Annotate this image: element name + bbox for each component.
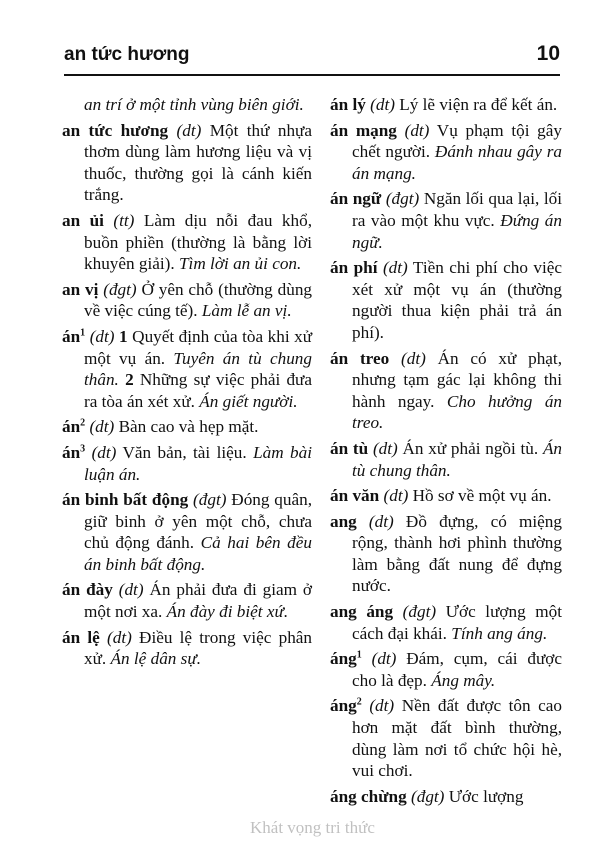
entry-an-mang	[330, 120, 562, 185]
entry-term: áng chừng	[330, 786, 407, 806]
entry-term: ang	[330, 511, 357, 531]
entry-ang-1	[330, 648, 562, 691]
entry-example: Cả hai bên đều án binh bất động.	[84, 533, 312, 574]
entry-example: Án tù chung thân.	[352, 438, 563, 480]
entry-example: Đứng án ngữ.	[352, 210, 562, 252]
entry-pos: (dt)	[371, 649, 397, 669]
entry-definition: Ước lượng	[444, 786, 524, 806]
entry-term: án ngữ	[330, 189, 382, 209]
entry-pos: (dt)	[401, 348, 426, 368]
entry-example: Áng mây.	[431, 670, 496, 690]
entry-definition: Án có xử phạt, nhưng tạm gác lại không thi hành ngay.	[352, 348, 562, 411]
entry-example: Cho hưởng án treo.	[352, 391, 563, 433]
entry-an-le	[62, 627, 312, 670]
entry-pos: (đgt)	[385, 189, 420, 209]
entry-term-text: án	[62, 417, 81, 437]
entry-example: Làm lễ an vị.	[201, 301, 292, 321]
entry-pos: (đgt)	[402, 602, 437, 622]
homograph-number: 1	[80, 327, 86, 339]
homograph-number: 3	[80, 443, 86, 455]
entry-definition: Vụ phạm tội gây chết người.	[352, 120, 563, 162]
entry-definition: Quyết định của tòa khi xử một vụ án.	[84, 326, 313, 368]
entry-definition: Án phải đưa đi giam ở một nơi xa.	[84, 580, 312, 622]
entry-example: Án lệ dân sự.	[110, 649, 202, 669]
entry-pos: (dt)	[404, 120, 430, 140]
entry-definition: Một thứ nhựa thơm dùng làm hương liệu và vị thuốc, thường gọi là cánh kiến trắng.	[84, 120, 312, 205]
entry-pos: (dt)	[89, 326, 115, 346]
entry-term: án đày	[62, 580, 113, 600]
left-column	[62, 94, 312, 674]
entry-an-treo	[330, 348, 562, 434]
entry-term: án tù	[330, 438, 369, 458]
entry-definition: Ngăn lối qua lại, lối ra vào một khu vực.	[352, 189, 563, 230]
entry-an-tu	[330, 438, 562, 481]
homograph-number: 2	[356, 696, 362, 708]
entry-continuation	[62, 94, 312, 116]
entry-an-ngu	[330, 188, 562, 253]
entry-definition: Bàn cao và hẹp mặt.	[114, 417, 259, 437]
entry-an-vi	[62, 279, 312, 322]
entry-an-van	[330, 485, 562, 507]
entry-pos: (dt)	[372, 438, 398, 458]
entry-pos: (dt)	[383, 486, 409, 506]
entry-term-text: án	[62, 326, 81, 346]
sense-number: 2	[125, 370, 134, 390]
entry-example: Án đày đi biệt xứ.	[166, 602, 289, 622]
entry-an-2	[62, 416, 312, 438]
entry-term-text: áng	[330, 696, 357, 716]
entry-ang-2	[330, 695, 562, 781]
entry-pos: (dt)	[107, 627, 132, 647]
entry-term: án binh bất động	[62, 490, 189, 510]
entry-pos: (dt)	[91, 442, 117, 462]
entry-definition: Nền đất được tôn cao hơn mặt đất bình thường, dùng làm nơi tổ chức hội hè, vui chơi.	[352, 696, 562, 781]
entry-ang-chung	[330, 786, 562, 808]
entry-definition: Đóng quân, giữ binh ở yên một chỗ, chưa chủ động đánh.	[84, 490, 312, 553]
entry-example: Làm bài luận án.	[84, 442, 313, 484]
entry-pos: (đgt)	[411, 786, 445, 806]
homograph-number: 1	[356, 649, 362, 661]
entry-an-ly	[330, 94, 562, 116]
right-column	[330, 94, 562, 811]
entry-term: án lý	[330, 95, 366, 114]
page-header	[64, 44, 560, 76]
entry-definition: Án xử phải ngồi tù.	[397, 438, 543, 458]
entry-ang	[330, 511, 562, 597]
entry-definition: Ở yên chỗ (thường dùng về việc cúng tế).	[84, 279, 313, 321]
entry-term	[330, 649, 362, 668]
entry-an-1	[62, 326, 312, 412]
entry-definition: Tiền chi phí cho việc xét xử một vụ án (thường người thua kiện phải trả án phí).	[352, 258, 563, 342]
sense-number: 1	[119, 326, 128, 346]
entry-term	[62, 327, 85, 346]
entry-example: Tuyên án tù chung thân.	[84, 348, 312, 390]
entry-pos: (dt)	[369, 696, 395, 716]
entry-term: ang áng	[330, 602, 394, 622]
entry-term: an vị	[62, 279, 99, 299]
entry-pos: (đgt)	[103, 279, 137, 299]
entry-an-binh-bat-dong	[62, 489, 312, 575]
entry-term	[330, 696, 362, 715]
entry-pos: (dt)	[176, 120, 202, 140]
entry-term: án văn	[330, 486, 380, 506]
entry-ang-ang	[330, 601, 562, 644]
entry-an-3	[62, 442, 312, 485]
entry-term: án phí	[330, 258, 378, 278]
entry-pos: (tt)	[113, 210, 135, 230]
entry-term: an tức hương	[62, 120, 169, 140]
entry-pos: (dt)	[370, 95, 395, 114]
entry-term: án treo	[330, 348, 390, 368]
entry-pos: (dt)	[382, 258, 408, 278]
entry-an-phi	[330, 257, 562, 343]
entry-term: án lệ	[62, 627, 100, 647]
entry-term-text: án	[62, 442, 81, 462]
entry-example: Tìm lời an ủi con.	[179, 254, 302, 274]
entry-definition: Ước lượng một cách đại khái.	[352, 602, 562, 643]
entry-definition: Điều lệ trong việc phân xử.	[84, 627, 313, 669]
page-number: 10	[536, 42, 560, 65]
entry-example: Đánh nhau gây ra án mạng.	[352, 142, 562, 183]
entry-definition: Văn bản, tài liệu.	[116, 442, 254, 462]
entry-example: an trí ở một tỉnh vùng biên giới.	[84, 95, 304, 114]
entry-definition: Hồ sơ về một vụ án.	[408, 486, 552, 506]
entry-example: Tính ang áng.	[451, 623, 548, 643]
entry-pos: (dt)	[368, 511, 394, 531]
entry-pos: (đgt)	[193, 490, 227, 510]
entry-definition: Những sự việc phải đưa ra tòa án xét xử.	[84, 370, 312, 411]
entry-definition: Lý lẽ viện ra để kết án.	[394, 95, 558, 114]
running-headword: an tức hương	[64, 44, 190, 65]
entry-definition: Làm dịu nỗi đau khổ, buồn phiền (thường là bằng lời khuyên giải).	[84, 210, 312, 274]
entry-pos: (dt)	[118, 580, 144, 600]
entry-definition: Đám, cụm, cái được cho là đẹp.	[352, 649, 563, 690]
watermark: Khát vọng tri thức	[250, 818, 375, 837]
entry-an-ui	[62, 210, 312, 275]
entry-term-text: áng	[330, 649, 357, 669]
entry-term: án mạng	[330, 120, 397, 140]
entry-example: Án giết người.	[199, 391, 298, 411]
entry-an-day	[62, 579, 312, 622]
entry-term: an ủi	[62, 210, 104, 230]
entry-pos: (dt)	[89, 417, 115, 437]
entry-term	[62, 443, 85, 462]
entry-term	[62, 417, 85, 436]
entry-an-tuc-huong	[62, 120, 312, 206]
homograph-number: 2	[80, 417, 86, 429]
entry-definition: Đồ đựng, có miệng rộng, thành hơi phình thường làm bằng đất nung để đựng nước.	[352, 511, 562, 596]
